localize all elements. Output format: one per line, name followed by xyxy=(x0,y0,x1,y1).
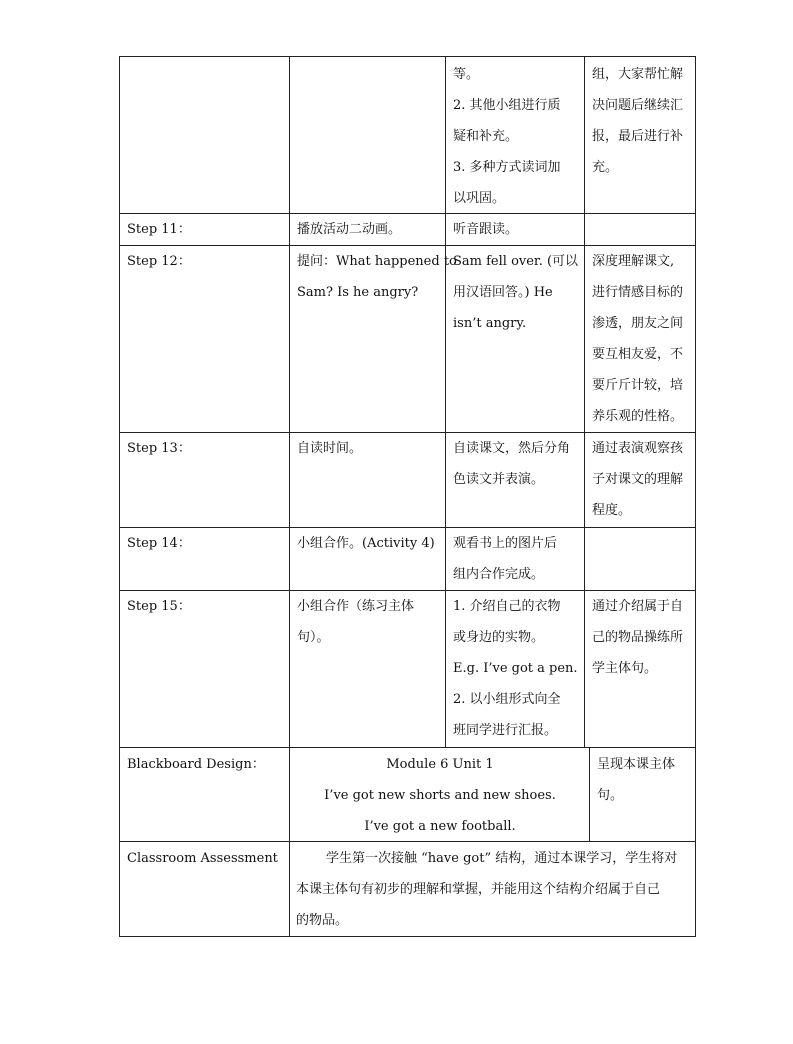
blackboard-line: I’ve got new shorts and new shoes. xyxy=(324,788,556,803)
purpose-cell xyxy=(584,246,696,432)
text-line: 深度理解课文, xyxy=(592,254,675,269)
table-row xyxy=(119,214,696,246)
text-line: 用汉语回答。) He xyxy=(453,285,553,300)
step-label: Step 11： xyxy=(127,222,191,237)
teacher-activity-cell xyxy=(289,57,445,213)
text-line: 色读文并表演。 xyxy=(453,472,545,487)
text-line: 播放活动二动画。 xyxy=(297,222,402,237)
student-activity-cell xyxy=(445,57,584,213)
text-line: 自读时间。 xyxy=(297,441,363,456)
text-line: 自读课文，然后分角 xyxy=(453,441,571,456)
assessment-content xyxy=(289,842,696,936)
blackboard-label: Blackboard Design： xyxy=(127,757,265,772)
text-line: 子对课文的理解 xyxy=(592,472,684,487)
text-line: 学生第一次接触 “have got” 结构，通过本课学习，学生将对 xyxy=(326,851,678,866)
text-line: 等。 xyxy=(453,67,480,82)
text-line: 疑和补充。 xyxy=(453,129,519,144)
student-activity-cell xyxy=(445,214,584,245)
text-line: Sam? Is he angry? xyxy=(297,285,419,300)
text-line: 2. 其他小组进行质 xyxy=(453,98,561,113)
table-row xyxy=(119,528,696,591)
text-line: 进行情感目标的 xyxy=(592,285,684,300)
text-line: 报，最后进行补 xyxy=(592,129,684,144)
text-line: 组内合作完成。 xyxy=(453,567,545,582)
text-line: 班同学进行汇报。 xyxy=(453,723,558,738)
text-line: 程度。 xyxy=(592,503,632,518)
table-row xyxy=(119,246,696,433)
teacher-activity-cell xyxy=(289,433,445,527)
teacher-activity-cell xyxy=(289,591,445,747)
text-line: 要斤斤计较，培 xyxy=(592,378,684,393)
blackboard-design-row xyxy=(119,748,696,842)
teacher-activity-cell xyxy=(289,214,445,245)
step-label: Step 12： xyxy=(127,254,191,269)
purpose-cell xyxy=(584,57,696,213)
text-line: 组，大家帮忙解 xyxy=(592,67,684,82)
assessment-label: Classroom Assessment xyxy=(127,851,278,866)
text-line: 通过表演观察孩 xyxy=(592,441,684,456)
student-activity-cell xyxy=(445,591,584,747)
classroom-assessment-row xyxy=(119,842,696,937)
text-line: 己的物品操练所 xyxy=(592,630,684,645)
student-activity-cell xyxy=(445,433,584,527)
text-line: 小组合作。(Activity 4) xyxy=(297,536,435,551)
text-line: 1. 介绍自己的衣物 xyxy=(453,599,561,614)
text-line: Sam fell over. (可以 xyxy=(453,254,579,269)
text-line: 小组合作（练习主体 xyxy=(297,599,415,614)
step-label: Step 15： xyxy=(127,599,191,614)
teacher-activity-cell xyxy=(289,246,457,432)
blackboard-note xyxy=(589,748,696,841)
text-line: 句。 xyxy=(597,788,624,803)
text-line: 提问：What happened to xyxy=(297,254,457,269)
blackboard-content xyxy=(289,748,589,841)
table-row xyxy=(119,56,696,214)
text-line: 学主体句。 xyxy=(592,661,658,676)
text-line: 3. 多种方式读词加 xyxy=(453,160,561,175)
table-row xyxy=(119,433,696,528)
student-activity-cell xyxy=(445,246,584,432)
text-line: 或身边的实物。 xyxy=(453,630,545,645)
step-label: Step 13： xyxy=(127,441,191,456)
text-line: 听音跟读。 xyxy=(453,222,519,237)
text-line: 句）。 xyxy=(297,630,330,645)
text-line: 观看书上的图片后 xyxy=(453,536,558,551)
purpose-cell xyxy=(584,214,696,245)
step-label: Step 14： xyxy=(127,536,191,551)
table-row xyxy=(119,591,696,748)
text-line: 养乐观的性格。 xyxy=(592,409,684,424)
text-line: 通过介绍属于自 xyxy=(592,599,684,614)
lesson-plan-table xyxy=(119,56,696,937)
text-line: isn’t angry. xyxy=(453,316,527,331)
purpose-cell xyxy=(584,591,696,747)
step-cell xyxy=(120,57,289,213)
text-line: 充。 xyxy=(592,160,619,175)
text-line: E.g. I’ve got a pen. xyxy=(453,661,578,676)
text-line: 以巩固。 xyxy=(453,191,506,206)
purpose-cell xyxy=(584,528,696,590)
blackboard-line: I’ve got a new football. xyxy=(364,819,516,834)
student-activity-cell xyxy=(445,528,584,590)
text-line: 的物品。 xyxy=(296,913,349,928)
text-line: 渗透，朋友之间 xyxy=(592,316,684,331)
teacher-activity-cell xyxy=(289,528,445,590)
blackboard-line: Module 6 Unit 1 xyxy=(386,757,494,772)
purpose-cell xyxy=(584,433,696,527)
text-line: 要互相友爱，不 xyxy=(592,347,684,362)
text-line: 决问题后继续汇 xyxy=(592,98,684,113)
text-line: 呈现本课主体 xyxy=(597,757,676,772)
text-line: 本课主体句有初步的理解和掌握，并能用这个结构介绍属于自己 xyxy=(296,882,661,897)
text-line: 2. 以小组形式向全 xyxy=(453,692,561,707)
